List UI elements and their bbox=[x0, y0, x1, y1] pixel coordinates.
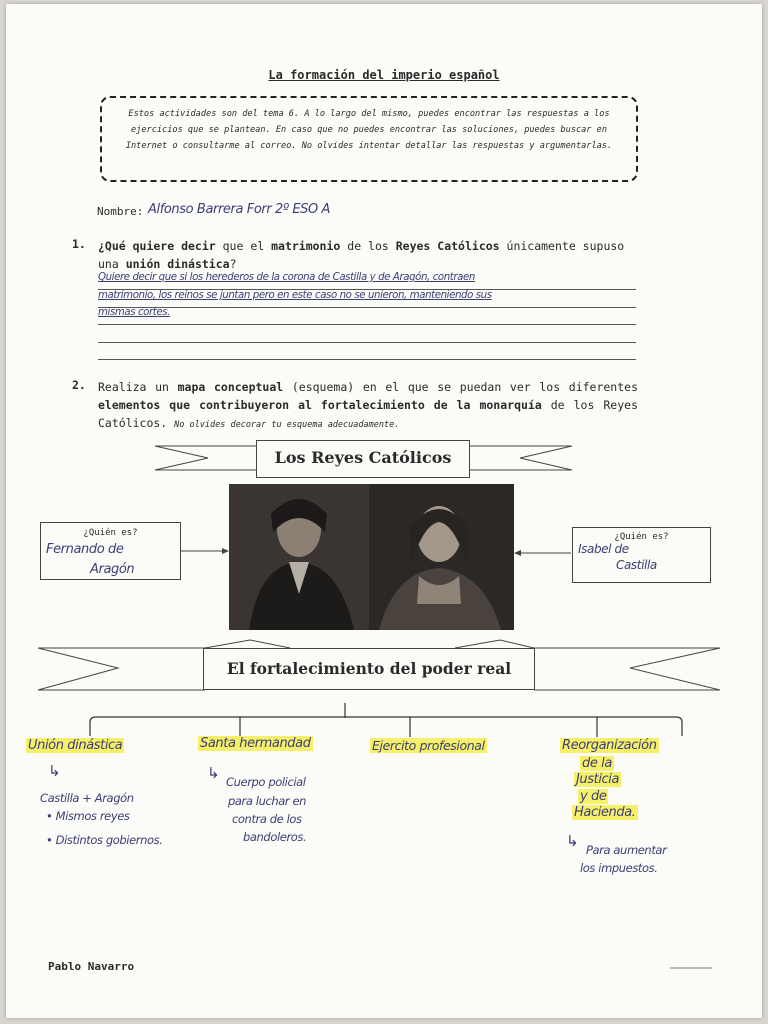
banner-fortalecimiento: El fortalecimiento del poder real bbox=[203, 648, 535, 690]
col4-line-1: Para aumentar bbox=[586, 843, 667, 857]
col-reorganizacion-head-5 bbox=[572, 805, 638, 820]
q1-part: únicamente supuso una bbox=[98, 239, 625, 271]
q1-part: matrimonio bbox=[271, 239, 341, 253]
q2-part: elementos que contribuyeron al fortalecimiento de la monarquía bbox=[98, 398, 542, 412]
col2-line-3: contra de los bbox=[232, 812, 302, 826]
ribbon-right-top bbox=[468, 446, 572, 470]
answer-1-line-3: mismas cortes. bbox=[98, 307, 171, 318]
arrow-down-right-icon: ↳ bbox=[566, 832, 579, 850]
col1-line-2: • Mismos reyes bbox=[46, 809, 130, 823]
highlight: Reorganización bbox=[562, 738, 657, 753]
col1-line-3: • Distintos gobiernos. bbox=[46, 833, 163, 847]
name-label: Nombre: bbox=[97, 205, 144, 218]
highlight: Unión dinástica bbox=[28, 738, 123, 753]
tree-branch bbox=[90, 717, 682, 736]
q1-part: unión dinástica bbox=[125, 257, 230, 271]
page-title: La formación del imperio español bbox=[268, 68, 500, 82]
fernando-name: Fernando de bbox=[46, 542, 124, 557]
student-name-handwritten: Alfonso Barrera Forr 2º ESO A bbox=[148, 202, 331, 217]
col-reorganizacion-head-3 bbox=[574, 772, 621, 787]
q1-part: ? bbox=[229, 257, 237, 271]
box-question: ¿Quién es? bbox=[83, 528, 138, 538]
col2-line-2: para luchar en bbox=[228, 794, 307, 808]
highlight: y de bbox=[580, 789, 607, 804]
col-santa-hermandad-head bbox=[198, 736, 313, 751]
ribbon-right-mid bbox=[534, 648, 720, 690]
ribbon-left-top bbox=[155, 446, 262, 470]
reyes-catolicos-portrait bbox=[229, 484, 514, 630]
col4-line-2: los impuestos. bbox=[580, 861, 658, 875]
arrow-left-head bbox=[222, 548, 229, 554]
col-union-dinastica-head bbox=[26, 738, 124, 753]
col-reorganizacion-head-2 bbox=[580, 756, 614, 771]
q1-part: de los bbox=[340, 239, 396, 253]
col-reorganizacion-head-4 bbox=[578, 789, 608, 804]
banner-reyes-catolicos: Los Reyes Católicos bbox=[256, 440, 470, 478]
isabel-name: Isabel de bbox=[578, 542, 629, 556]
box-question: ¿Quién es? bbox=[614, 532, 669, 542]
col2-line-4: bandoleros. bbox=[243, 830, 307, 844]
highlight: Santa hermandad bbox=[200, 736, 311, 751]
arrow-down-right-icon: ↳ bbox=[48, 762, 61, 780]
highlight: Ejercito profesional bbox=[372, 738, 485, 753]
col-reorganizacion-head-1 bbox=[560, 738, 659, 753]
arrow-down-right-icon: ↳ bbox=[207, 764, 220, 782]
col1-line-1: Castilla + Aragón bbox=[40, 791, 134, 805]
answer-1-line-1: Quiere decir que si los herederos de la corona de Castilla y de Aragón, contraen bbox=[98, 272, 475, 283]
fernando-kingdom: Aragón bbox=[90, 562, 135, 577]
q1-part: ¿Qué quiere decir bbox=[98, 239, 216, 253]
arrow-right-head bbox=[514, 550, 521, 556]
col-ejercito-head bbox=[370, 738, 487, 753]
isabel-kingdom: Castilla bbox=[616, 558, 657, 572]
question-1-number: 1. bbox=[72, 237, 86, 251]
answer-1-line-2: matrimonio, los reinos se juntan pero en este caso no se unieron, manteniendo sus bbox=[98, 290, 492, 301]
footer-teacher-name: Pablo Navarro bbox=[48, 960, 135, 973]
q2-part: (esquema) en el que se puedan ver los diferentes bbox=[283, 380, 639, 394]
q2-part: mapa conceptual bbox=[177, 380, 284, 394]
q2-part: Realiza un bbox=[98, 380, 178, 394]
q2-part: de los Reyes Católicos. bbox=[98, 398, 638, 430]
question-2-number: 2. bbox=[72, 378, 86, 392]
instructions-box: Estos actividades son del tema 6. A lo largo del mismo, puedes encontrar las respuestas a los ejercicios que se plantean. En caso que no puedes encontrar las soluciones, puedes buscar en Internet o consultarme al correo. No olvides intentar detallar las respuestas y argumentarlas. bbox=[100, 96, 638, 182]
q1-part: Reyes Católicos bbox=[395, 239, 500, 253]
col2-line-1: Cuerpo policial bbox=[226, 775, 306, 789]
ribbon-left-mid bbox=[38, 648, 205, 690]
highlight: de la bbox=[582, 756, 612, 771]
highlight: Hacienda. bbox=[574, 805, 636, 820]
q2-note: No olvides decorar tu esquema adecuadamente. bbox=[174, 420, 400, 430]
q1-part: que el bbox=[215, 239, 272, 253]
highlight: Justicia bbox=[576, 772, 620, 787]
